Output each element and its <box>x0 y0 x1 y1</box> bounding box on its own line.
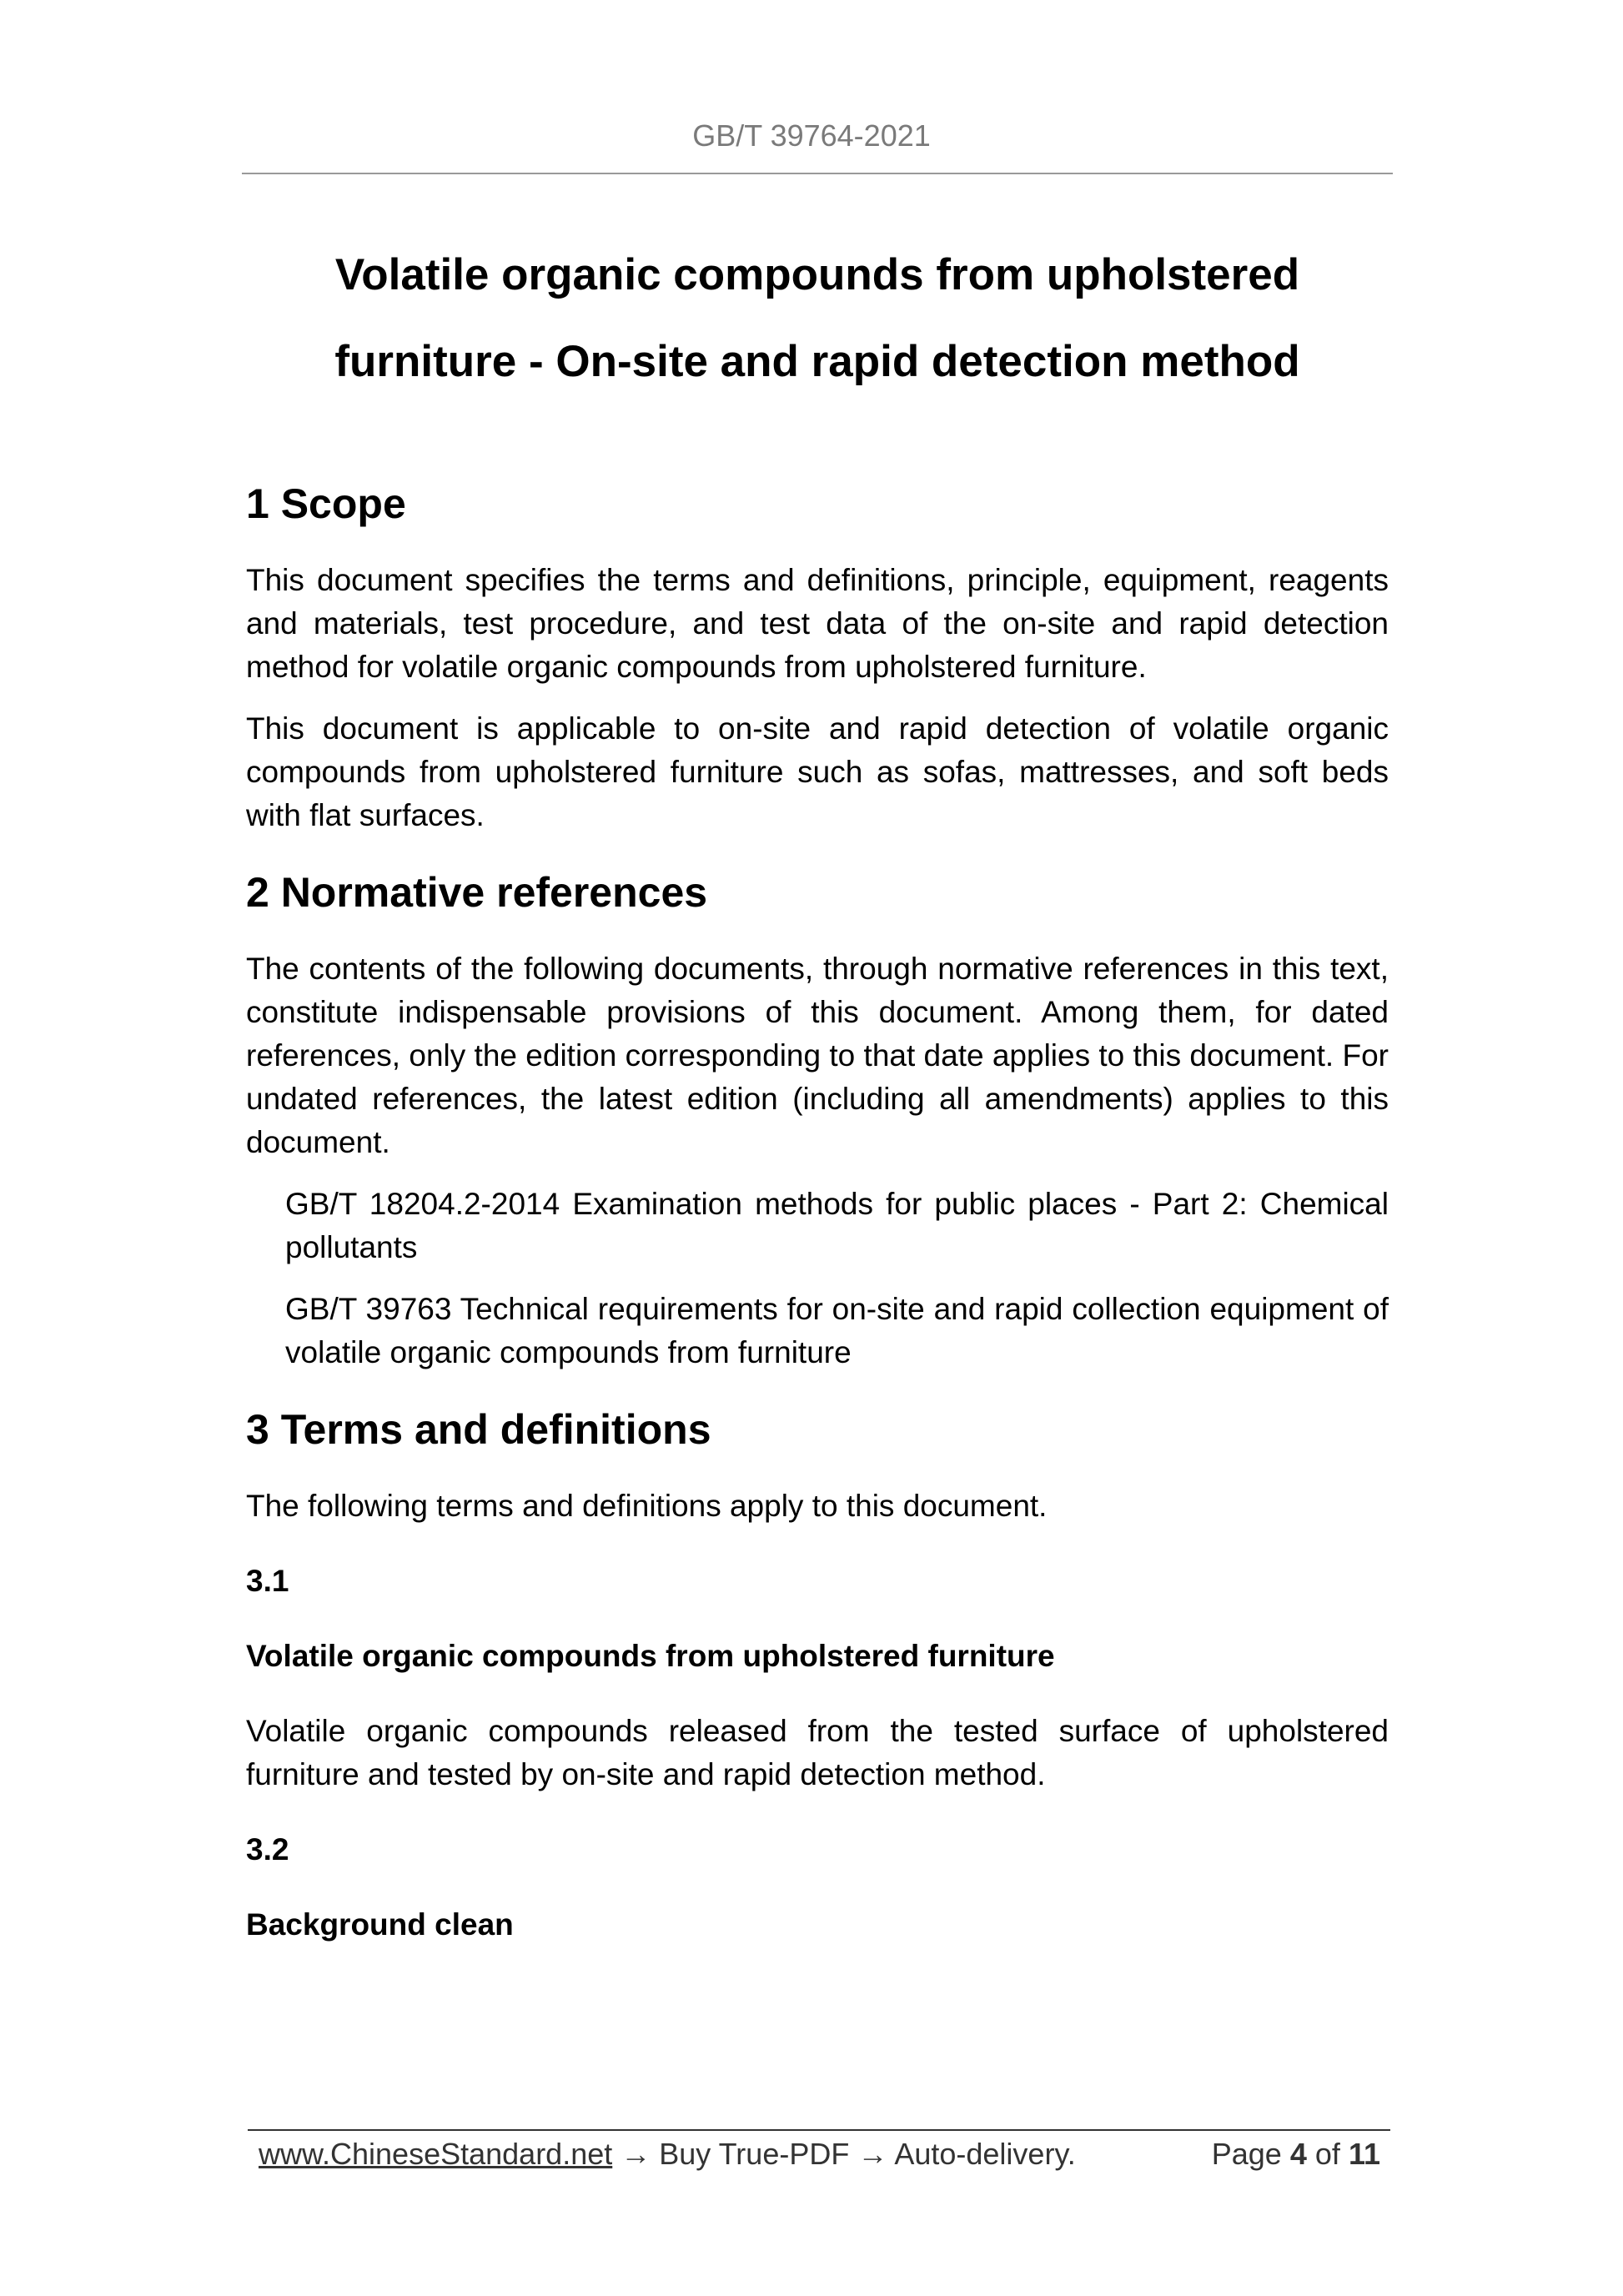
title-line-1: Volatile organic compounds from upholstered <box>334 250 1300 299</box>
title-line-2: furniture - On-site and rapid detection method <box>334 337 1300 386</box>
page-number-indicator <box>1212 2135 1380 2173</box>
header-standard-code: GB/T 39764-2021 <box>692 118 931 153</box>
term-name: Background clean <box>246 1907 514 1942</box>
page-of-label: of <box>1314 2137 1340 2171</box>
scope-paragraph-2: This document is applicable to on-site and rapid detection of volatile organic compounds from upholstered furniture such as sofas, mattresses, and soft beds with flat surfaces. <box>246 711 1389 832</box>
term-definition: Volatile organic compounds released from the tested surface of upholstered furniture and tested by on-site and rapid detection method. <box>246 1714 1389 1791</box>
document-title <box>242 232 1393 405</box>
term-number: 3.1 <box>246 1564 289 1598</box>
page-footer <box>259 2135 1380 2173</box>
terms-intro-paragraph: The following terms and definitions apply to this document. <box>246 1489 1048 1523</box>
term-name: Volatile organic compounds from upholstered furniture <box>246 1639 1055 1673</box>
normative-references-paragraph: The contents of the following documents, through normative references in this text, constitute indispensable provisions of this document. Among them, for dated references, only the edition corresponding to that date applies to this document. For undated references, the latest edition (including all amendments) applies to this document. <box>246 952 1389 1159</box>
total-page-count: 11 <box>1348 2137 1380 2171</box>
footer-delivery-text: → Buy True-PDF → Auto-delivery. <box>621 2137 1076 2171</box>
current-page-number: 4 <box>1289 2137 1307 2171</box>
scope-paragraph-1: This document specifies the terms and definitions, principle, equipment, reagents and materials, test procedure, and test data of the on-site and rapid detection method for volatile organic compounds from upholstered furniture. <box>246 563 1389 684</box>
section-heading-normative-references: 2 Normative references <box>246 869 708 916</box>
header-divider <box>242 173 1393 174</box>
page-label: Page <box>1211 2137 1282 2171</box>
reference-item: GB/T 18204.2-2014 Examination methods for public places - Part 2: Chemical pollutants <box>285 1187 1389 1264</box>
section-heading-scope: 1 Scope <box>246 480 406 527</box>
reference-item: GB/T 39763 Technical requirements for on-site and rapid collection equipment of volatile organic compounds from furniture <box>285 1292 1389 1369</box>
term-number: 3.2 <box>246 1832 289 1866</box>
section-heading-terms-and-definitions: 3 Terms and definitions <box>246 1406 711 1453</box>
document-body <box>246 467 1389 1947</box>
footer-website-link[interactable]: www.ChineseStandard.net <box>259 2137 613 2171</box>
footer-divider <box>248 2129 1390 2131</box>
